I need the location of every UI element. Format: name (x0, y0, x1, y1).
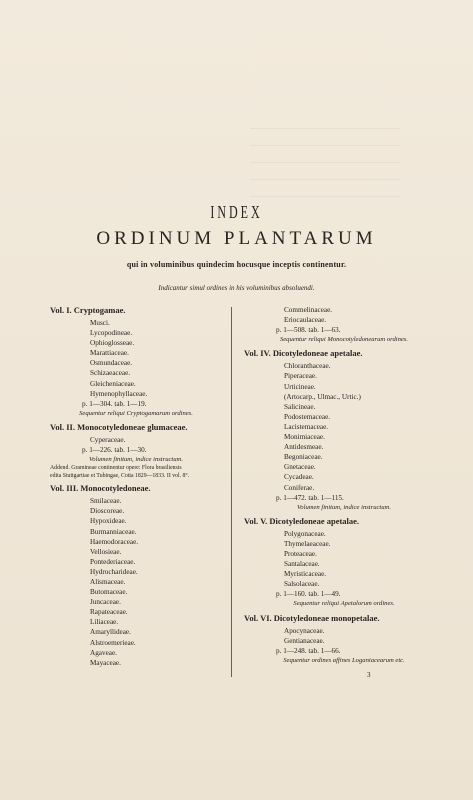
pages-line: p. 1—304. tab. 1—19. (82, 399, 147, 408)
list-item: Eriocaulaceae. (284, 316, 327, 325)
volume-heading: Vol. V. Dicotyledoneae apetalae. (244, 515, 360, 526)
list-item: Monimiaceae. (284, 433, 325, 442)
list-item: Haemodoraceae. (90, 537, 139, 546)
right-column (244, 305, 444, 666)
list-item: Alstroemerieae. (90, 638, 136, 647)
list-item: Hypoxideae. (90, 517, 127, 526)
list-item: Cyperaceae. (90, 435, 126, 444)
sequel-note: Sequentur reliqui Monocotyledonearum ordines. (279, 336, 409, 344)
volume-heading: Vol. II. Monocotyledoneae glumaceae. (50, 421, 188, 432)
list-item: Juncaceae. (90, 598, 121, 607)
volume-heading: Vol. III. Monocotyledoneae. (50, 483, 151, 494)
list-item: Podostemaceae. (284, 412, 331, 421)
list-item: Vellosieae. (90, 547, 122, 556)
list-item: Smilaceae. (90, 497, 122, 506)
sequel-note: Volumen finitum, indice instructum. (297, 503, 391, 511)
pages-line: p. 1—248. tab. 1—66. (276, 646, 341, 655)
list-item: Dioscoreae. (90, 507, 125, 516)
list-item: Hymenophyllaceae. (90, 389, 148, 398)
list-item: Urticineae. (284, 382, 316, 391)
list-item: Lacistemaceae. (284, 422, 329, 431)
list-item: Pontederiaceae. (90, 557, 136, 566)
list-item: Musci. (90, 319, 110, 327)
volume-heading: Vol. IV. Dicotyledoneae apetalae. (244, 348, 363, 359)
list-item: Polygonaceae. (284, 529, 326, 538)
list-item: Santalaceae. (284, 560, 320, 569)
show-through-text (250, 118, 400, 208)
index-heading: INDEX (210, 201, 263, 223)
list-item: Piperaceae. (284, 372, 317, 381)
list-item: Salicineae. (284, 402, 316, 411)
list-item: Schizaeaceae. (90, 369, 131, 378)
list-item: Gleicheniaceae. (90, 379, 136, 388)
list-item: Cycadeae. (284, 473, 314, 482)
column-divider (231, 307, 232, 677)
page-subtitle: qui in voluminibus quindecim hocusque inceptis continentur. (126, 260, 347, 269)
list-item: Agaveae. (90, 648, 117, 657)
pages-line: p. 1—160. tab. 1—49. (276, 590, 341, 599)
list-item: Rapateaceae. (90, 608, 128, 617)
list-item: Butomaceae. (90, 588, 128, 597)
pages-line: p. 1—472. tab. 1—115. (276, 493, 344, 502)
list-item: Myristicaceae. (284, 570, 327, 579)
page-note: Indicantur simul ordines in his voluminibus absoluendi. (158, 284, 315, 292)
list-item: Mayaceae. (90, 658, 121, 667)
list-item: Antidesmeae. (284, 443, 324, 452)
list-item: Chloranthaceae. (284, 362, 331, 371)
list-item: Alismaceae. (90, 577, 126, 586)
addendum-line: Addend. Gramineae continentur opere: Flora brasiliensis (50, 465, 182, 472)
list-item: Ophioglosseae. (90, 339, 135, 348)
list-item: Gnetaceae. (284, 463, 316, 472)
list-item: Proteaceae. (284, 549, 317, 558)
page-number: 3 (367, 671, 371, 679)
list-item: Salsolaceae. (284, 580, 320, 589)
list-item: Coniferae. (284, 483, 315, 492)
list-item: Commelinaceae. (284, 306, 333, 314)
addendum-line: edita Stuttgartiae et Tubingae, Cotta 1829—1833. II vol. 8°. (50, 472, 190, 479)
list-item: Amaryllideae. (90, 628, 131, 637)
list-item: Osmundaceae. (90, 359, 133, 368)
list-item: Burmanniaceae. (90, 527, 137, 536)
list-item: Marattiaceae. (90, 349, 129, 358)
pages-line: p. 1—508. tab. 1—63. (276, 326, 341, 335)
list-item: Liliaceae. (90, 618, 119, 627)
list-item: Lycopodineae. (90, 329, 133, 338)
left-column (50, 305, 222, 668)
list-item: Begoniaceae. (284, 453, 323, 462)
sequel-note: Sequentur reliqui Apetalorum ordines. (293, 600, 395, 608)
list-item: Gentianaceae. (284, 636, 325, 645)
sequel-note: Sequentur reliqui Cryptogamarum ordines. (79, 409, 193, 417)
volume-heading: Vol. VI. Dicotyledoneae monopetalae. (244, 612, 380, 623)
pages-line: p. 1—226. tab. 1—30. (82, 446, 147, 455)
volume-heading: Vol. I. Cryptogamae. (50, 305, 126, 315)
sequel-note: Sequentur ordines affines Loganiacearum etc. (283, 656, 405, 664)
list-item: Apocynaceae. (284, 626, 325, 635)
list-item: Thymelaeaceae. (284, 539, 331, 548)
page-title: ORDINUM PLANTARUM (96, 228, 377, 249)
list-item: Hydrocharideae. (90, 567, 138, 576)
list-item: (Artocarp., Ulmac., Urtic.) (284, 392, 361, 401)
sequel-note: Volumen finitum, indice instructum. (89, 456, 183, 464)
